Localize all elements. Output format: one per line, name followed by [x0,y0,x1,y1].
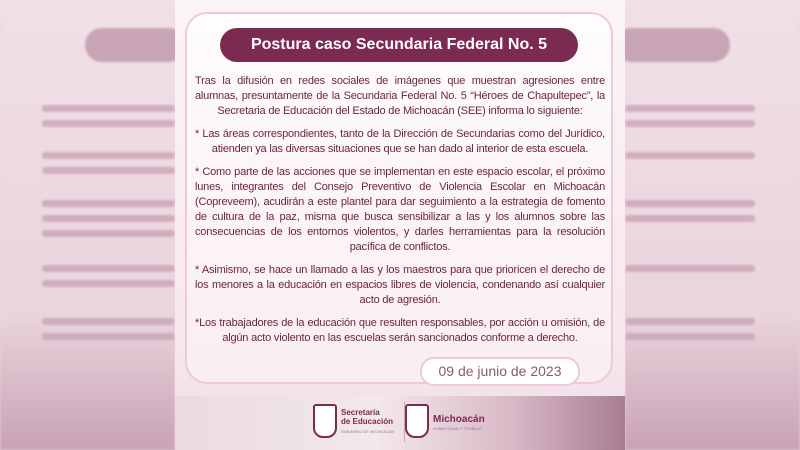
logo-michoacan: Michoacán [433,414,485,425]
paragraph-point-1: * Las áreas correspondientes, tanto de la Dirección de Secundarias como del Jurídico, atienden ya las diversas situaciones que se han dado al interior de esta escuela. [195,128,605,155]
statement-body [195,74,605,354]
statement-title: Postura caso Secundaria Federal No. 5 [220,28,578,62]
paragraph-point-2: * Como parte de las acciones que se implementan en este espacio escolar, el próximo lunes, integrantes del Consejo Preventivo de Violencia Escolar en Michoacán (Copreveem), acudirán a este plantel para dar seguimiento a la estrategia de fomento de cultura de la paz, misma que busca sensibilizar a las y los alumnos sobre las consecuencias de los entornos violentos, y darles herramientas para la resolución pacífica de conflictos. [195,166,605,253]
blurred-background-left [0,0,175,450]
coat-of-arms-icon [405,404,429,438]
logo1-subtitle: GOBIERNO DE MICHOACÁN [341,430,395,434]
statement-panel [175,0,625,450]
date-badge: 09 de junio de 2023 [420,357,580,386]
paragraph-point-3: * Asimismo, se hace un llamado a las y los maestros para que prioricen el derecho de los menores a la educación en espacios libres de violencia, condenando así cualquier acto de agresión. [195,264,605,306]
paragraph-point-4: *Los trabajadores de la educación que resulten responsables, por acción u omisión, de algún acto violento en las escuelas serán sancionados conforme a derecho. [195,317,605,344]
logo-secretaria [341,408,393,426]
coat-of-arms-icon [313,404,337,438]
blurred-background-right [625,0,800,450]
logo1-line2: de Educación [341,417,394,426]
paragraph-intro: Tras la difusión en redes sociales de imágenes que muestran agresiones entre alumnas, presuntamente de la Secundaria Federal No. 5 “Héroes de Chapultepec”, la Secretaria de Educación del Estado de Michoacán (SEE) informa lo siguiente: [195,75,605,117]
footer-logos [175,396,625,450]
logo2-subtitle: HONESTIDAD Y TRABAJO [433,427,483,431]
logo1-line1: Secretaría [341,408,380,417]
